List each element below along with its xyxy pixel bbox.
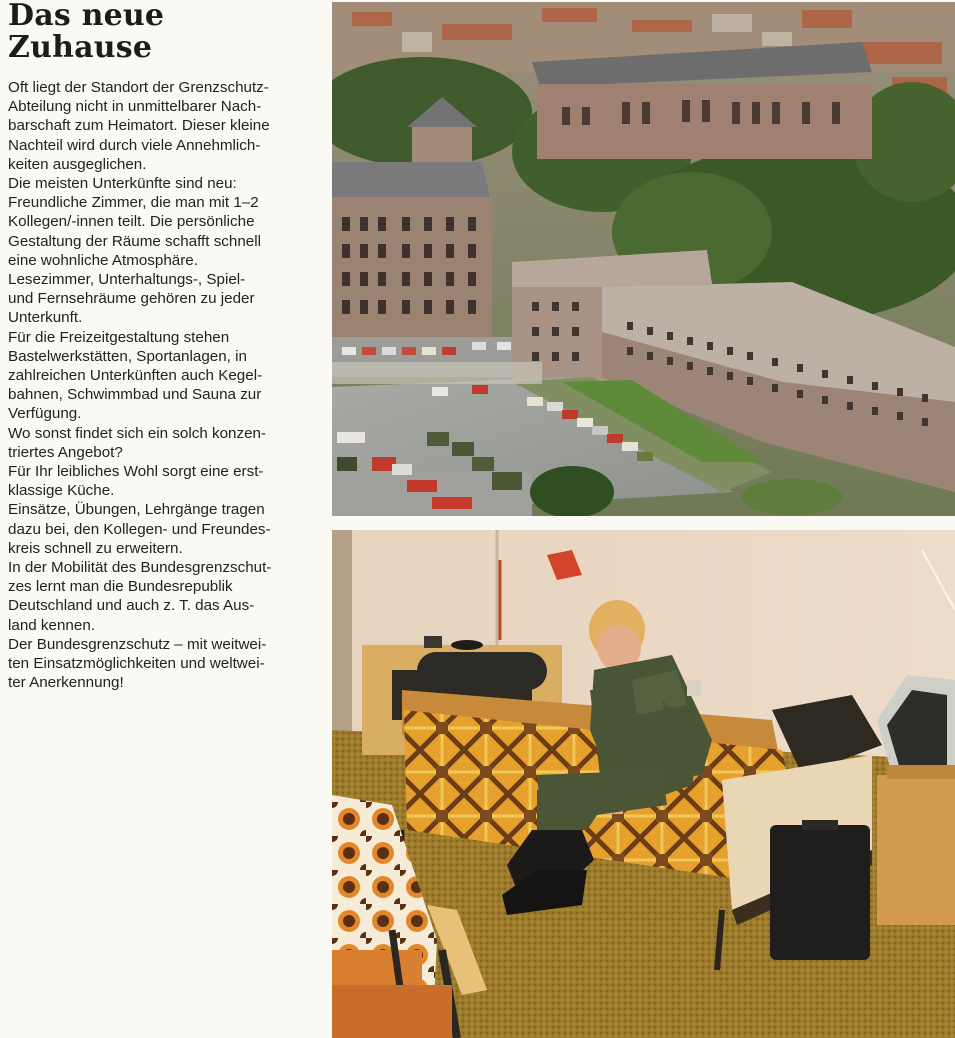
body-line: zahlreichen Unterkünften auch Kegel-: [8, 367, 263, 385]
body-line: Für Ihr leibliches Wohl sorgt eine erst-: [8, 463, 264, 481]
title-line-2: Zuhause: [8, 30, 153, 65]
text-column: [8, 0, 326, 1038]
body-line: Nachteil wird durch viele Annehmlich-: [8, 136, 261, 154]
body-line: Die meisten Unterkünfte sind neu:: [8, 175, 237, 193]
body-line: zes lernt man die Bundesrepublik: [8, 578, 233, 596]
body-line: Bastelwerkstätten, Sportanlagen, in: [8, 347, 247, 365]
body-line: In der Mobilität des Bundesgrenzschut-: [8, 559, 272, 577]
body-line: eine wohnliche Atmosphäre.: [8, 251, 198, 269]
body-line: dazu bei, den Kollegen- und Freundes-: [8, 520, 271, 538]
soldier-room-photo: [332, 530, 955, 1038]
body-line: Kollegen/-innen teilt. Die persönliche: [8, 213, 255, 231]
body-line: bahnen, Schwimmbad und Sauna zur: [8, 386, 262, 404]
title-line-1: Das neue: [8, 0, 165, 33]
soldier-room-illustration: [332, 530, 955, 1038]
body-line: ter Anerkennung!: [8, 674, 124, 692]
body-line: Oft liegt der Standort der Grenzschutz-: [8, 79, 269, 96]
body-text: [8, 78, 326, 693]
body-line: Wo sonst findet sich ein solch konzen-: [8, 424, 267, 442]
body-line: triertes Angebot?: [8, 443, 123, 461]
body-line: Freundliche Zimmer, die man mit 1–2: [8, 194, 259, 212]
body-line: Verfügung.: [8, 405, 82, 423]
body-line: klassige Küche.: [8, 482, 115, 500]
body-line: ten Einsatzmöglichkeiten und weltwei-: [8, 655, 265, 673]
body-line: barschaft zum Heimatort. Dieser kleine: [8, 117, 270, 135]
page-title: [8, 0, 326, 64]
body-line: Gestaltung der Räume schafft schnell: [8, 232, 261, 250]
aerial-barracks-illustration: [332, 2, 955, 516]
body-line: land kennen.: [8, 616, 95, 634]
body-line: Einsätze, Übungen, Lehrgänge tragen: [8, 501, 265, 519]
body-line: Unterkunft.: [8, 309, 83, 327]
body-line: Deutschland und auch z. T. das Aus-: [8, 597, 255, 615]
body-line: und Fernsehräume gehören zu jeder: [8, 290, 255, 308]
body-line: keiten ausgeglichen.: [8, 155, 147, 173]
body-line: kreis schnell zu erweitern.: [8, 539, 183, 557]
body-line: Der Bundesgrenzschutz – mit weitwei-: [8, 635, 267, 653]
body-line: Abteilung nicht in unmittelbarer Nach-: [8, 98, 262, 116]
body-line: Für die Freizeitgestaltung stehen: [8, 328, 230, 346]
body-line: Lesezimmer, Unterhaltungs-, Spiel-: [8, 271, 246, 289]
aerial-barracks-photo: [332, 2, 955, 516]
